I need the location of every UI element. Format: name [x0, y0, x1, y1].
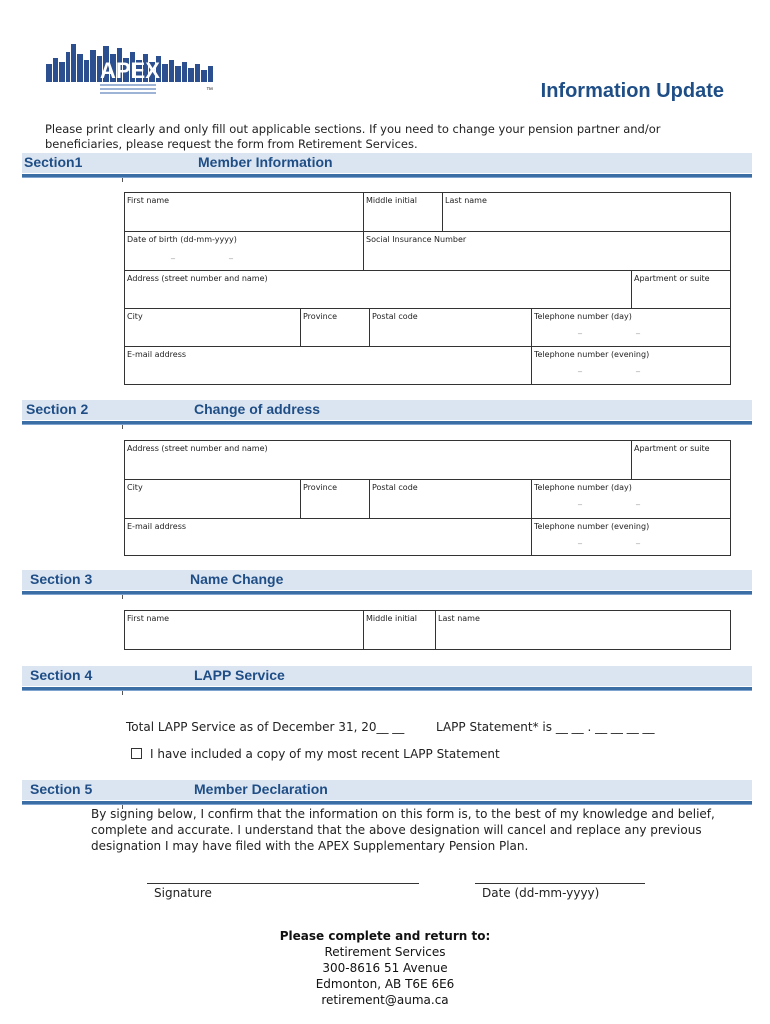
lapp-checkbox-label: I have included a copy of my most recent LAPP Statement	[150, 747, 500, 761]
middle-initial-field[interactable]: Middle initial	[363, 192, 443, 232]
new-middle-initial-field[interactable]: Middle initial	[363, 610, 436, 650]
return-line-3: Edmonton, AB T6E 6E6	[315, 977, 455, 991]
first-name-field[interactable]: First name	[124, 192, 364, 232]
new-email-field[interactable]: E-mail address	[124, 518, 532, 556]
telephone-evening-field[interactable]: Telephone number (evening) _ _	[531, 346, 731, 385]
new-city-field[interactable]: City	[124, 479, 301, 519]
lapp-statement-text[interactable]: LAPP Statement* is __ __ . __ __ __ __	[436, 720, 655, 734]
dob-field[interactable]: Date of birth (dd-mm-yyyy) _ _	[124, 231, 364, 271]
section-5-header	[22, 780, 752, 800]
apex-logo	[44, 42, 224, 102]
signature-label: Signature	[154, 886, 212, 900]
new-province-field[interactable]: Province	[300, 479, 370, 519]
email-field[interactable]: E-mail address	[124, 346, 532, 385]
new-address-field[interactable]: Address (street number and name)	[124, 440, 632, 480]
province-field[interactable]: Province	[300, 308, 370, 347]
section-title: Member Information	[198, 154, 333, 170]
section-number: Section 5	[30, 781, 93, 797]
telephone-day-field[interactable]: Telephone number (day) _ _	[531, 308, 731, 347]
date-line[interactable]	[475, 883, 645, 884]
section-title: Name Change	[190, 571, 284, 587]
return-line-1: Retirement Services	[324, 945, 446, 959]
intro-text: Please print clearly and only fill out applicable sections. If you need to change your pension partner and/or beneficiaries, please request the form from Retirement Services.	[45, 122, 661, 151]
section-1-header	[22, 153, 752, 173]
address-field[interactable]: Address (street number and name)	[124, 270, 632, 309]
section-2-header	[22, 400, 752, 420]
logo-text: APEX	[100, 58, 160, 83]
last-name-field[interactable]: Last name	[442, 192, 731, 232]
section-title: Change of address	[194, 401, 321, 417]
new-postal-code-field[interactable]: Postal code	[369, 479, 532, 519]
page-title: Information Update	[540, 80, 724, 102]
sin-field[interactable]: Social Insurance Number	[363, 231, 731, 271]
apartment-field[interactable]: Apartment or suite	[631, 270, 731, 309]
section-3-header	[22, 570, 752, 590]
return-email[interactable]: retirement@auma.ca	[321, 993, 449, 1007]
section-number: Section1	[24, 154, 83, 170]
city-field[interactable]: City	[124, 308, 301, 347]
lapp-service-text[interactable]: Total LAPP Service as of December 31, 20__ __	[126, 720, 405, 734]
return-heading: Please complete and return to:	[279, 929, 491, 943]
section-title: LAPP Service	[194, 667, 285, 683]
section-4-header	[22, 666, 752, 686]
new-apartment-field[interactable]: Apartment or suite	[631, 440, 731, 480]
trademark: ™	[206, 87, 213, 94]
return-line-2: 300-8616 51 Avenue	[322, 961, 448, 975]
new-telephone-evening-field[interactable]: Telephone number (evening) _ _	[531, 518, 731, 556]
section-number: Section 3	[30, 571, 93, 587]
date-label: Date (dd-mm-yyyy)	[482, 886, 600, 900]
new-first-name-field[interactable]: First name	[124, 610, 364, 650]
section-number: Section 4	[30, 667, 93, 683]
postal-code-field[interactable]: Postal code	[369, 308, 532, 347]
section-title: Member Declaration	[194, 781, 328, 797]
new-last-name-field[interactable]: Last name	[435, 610, 731, 650]
signature-line[interactable]	[147, 883, 419, 884]
new-telephone-day-field[interactable]: Telephone number (day) _ _	[531, 479, 731, 519]
section-number: Section 2	[26, 401, 89, 417]
declaration-text: By signing below, I confirm that the information on this form is, to the best of my knowledge and belief, complete and accurate. I understand that the above designation will cancel and replace any previous designation I may have filed with the APEX Supplementary Pension Plan.	[91, 807, 715, 853]
lapp-statement-checkbox[interactable]	[131, 748, 142, 759]
